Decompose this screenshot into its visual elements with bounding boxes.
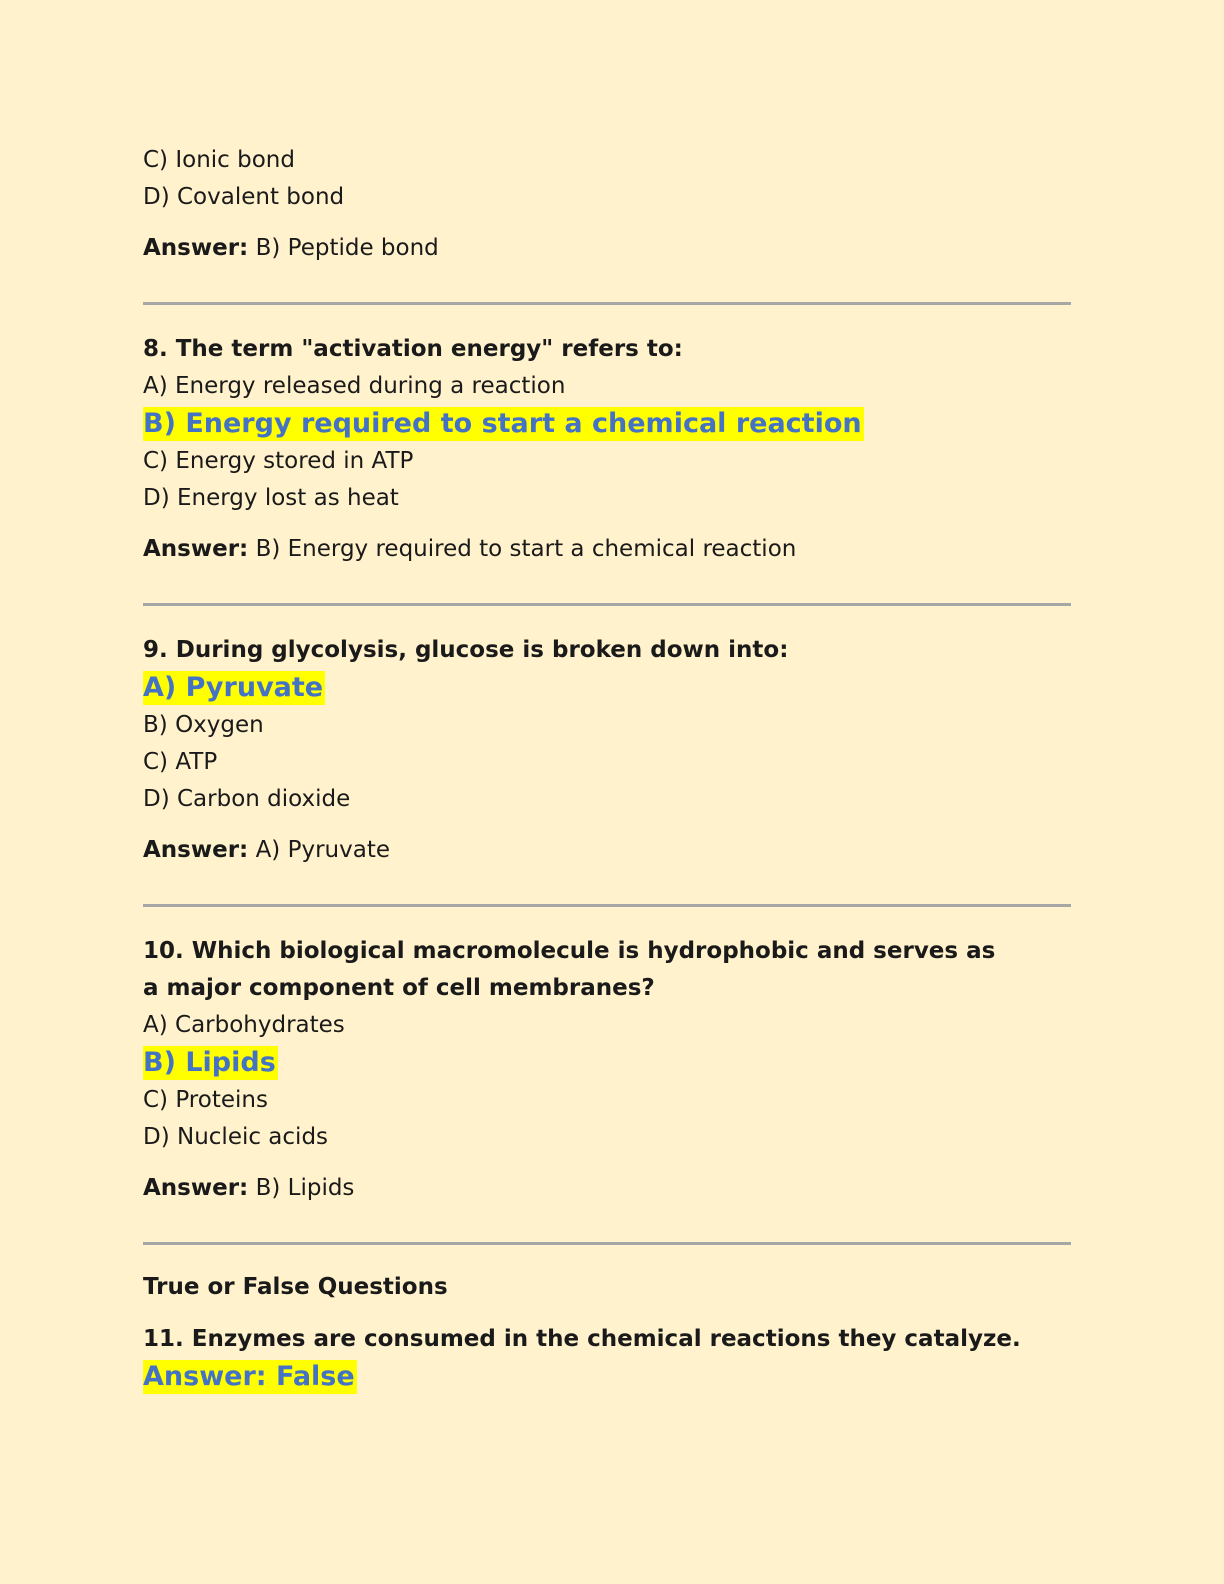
q9-option-c: C) ATP	[143, 749, 218, 775]
q10-option-c: C) Proteins	[143, 1087, 268, 1113]
q11-answer-highlighted: Answer: False	[143, 1361, 355, 1392]
q10-option-a: A) Carbohydrates	[143, 1012, 345, 1038]
q8-option-d: D) Energy lost as heat	[143, 485, 399, 511]
q9-option-d: D) Carbon dioxide	[143, 786, 351, 812]
q8-option-b-highlighted: B) Energy required to start a chemical reaction	[143, 408, 862, 439]
q8-answer-label: Answer:	[143, 536, 249, 562]
q10-answer-text: B) Lipids	[248, 1175, 355, 1201]
q10-option-d: D) Nucleic acids	[143, 1124, 329, 1150]
q8-title: 8. The term "activation energy" refers to:	[143, 336, 683, 362]
q10-option-b-highlighted: B) Lipids	[143, 1047, 276, 1078]
q10-title: 10. Which biological macromolecule is hydrophobic and serves as a major component of cell membranes?	[143, 938, 996, 1001]
q8-option-c: C) Energy stored in ATP	[143, 448, 414, 474]
q8-option-a: A) Energy released during a reaction	[143, 373, 566, 399]
q7-option-c: C) Ionic bond	[143, 147, 295, 173]
q9-answer-text: A) Pyruvate	[248, 837, 390, 863]
q7-answer-text: B) Peptide bond	[248, 235, 439, 261]
q9-answer	[143, 832, 1083, 869]
divider	[143, 1242, 1071, 1245]
q9-option-a-highlighted: A) Pyruvate	[143, 672, 324, 703]
q10-answer-label: Answer:	[143, 1175, 249, 1201]
document-page	[143, 142, 1083, 1396]
divider	[143, 302, 1071, 305]
divider	[143, 603, 1071, 606]
q7-option-d: D) Covalent bond	[143, 184, 345, 210]
q7-answer	[143, 230, 1083, 267]
q9-title: 9. During glycolysis, glucose is broken down into:	[143, 637, 789, 663]
q9-option-b: B) Oxygen	[143, 712, 264, 738]
q8-answer	[143, 531, 1083, 568]
q8-answer-text: B) Energy required to start a chemical reaction	[248, 536, 797, 562]
q11-title: 11. Enzymes are consumed in the chemical reactions they catalyze.	[143, 1326, 1021, 1352]
divider	[143, 904, 1071, 907]
section-title-true-false: True or False Questions	[143, 1274, 448, 1300]
q9-answer-label: Answer:	[143, 837, 249, 863]
q10-answer	[143, 1170, 1083, 1207]
q7-answer-label: Answer:	[143, 235, 249, 261]
